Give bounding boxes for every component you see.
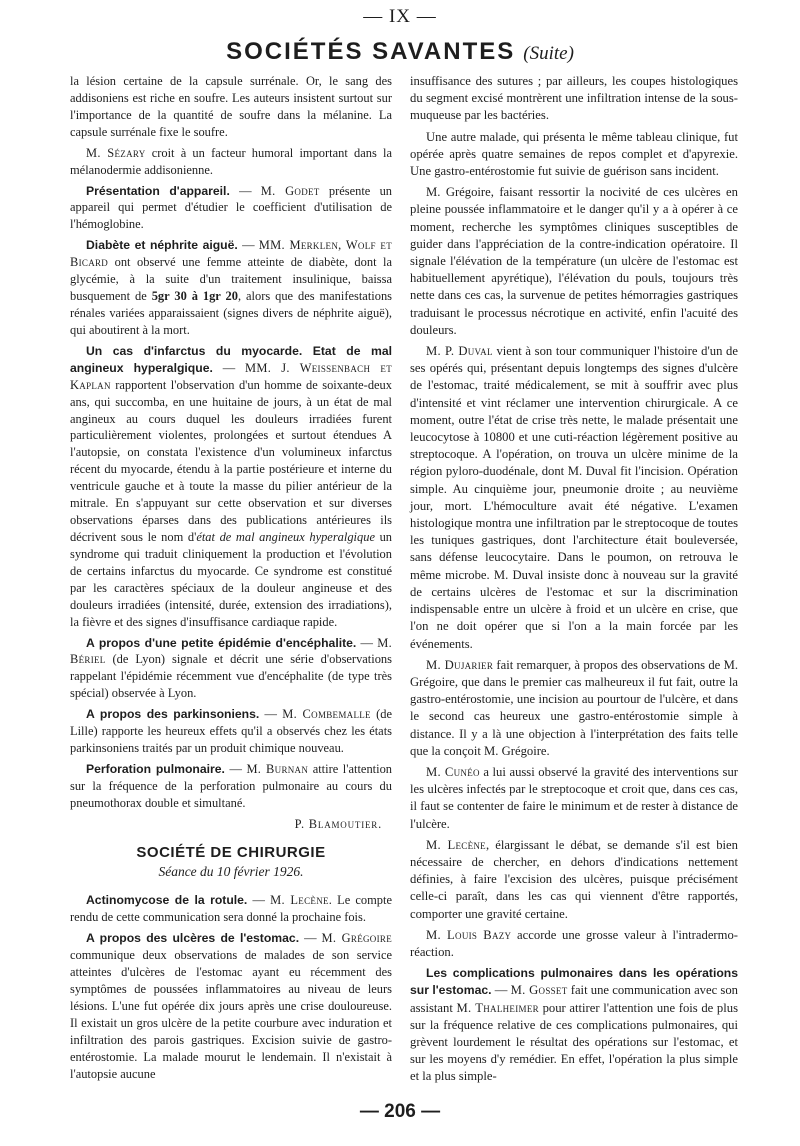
author-name: M. Bériel [70, 635, 392, 667]
paragraph: insuffisance des sutures ; par ailleurs, les coupes histologiques du segment excisé montrèrent une infiltration intense de la sous-muqueuse par les bactéries. [410, 74, 738, 123]
section-heading: A propos des ulcères de l'estomac. [86, 931, 300, 946]
section-heading: A propos des parkinsoniens. [86, 707, 260, 722]
paragraph: M. P. Duval vient à son tour communiquer l'histoire d'un de ses opérés qui, présentant depuis longtemps des signes d'ulcère de l'estomac, traité médicalement, se mit à souffrir avec plus d'intensité et vint réclamer une intervention chirurgicale. A ce moment, outre l'état de crise très nette, le malade présentait une leucocytose à 10800 et une cuti-réaction légèrement positive au streptocoque. A l'opération, on trouva un ulcère minime de la région pyloro-duodénale, dont M. Duval fit l'incision. Opération simple. Au cinquième jour, pneumonie droite ; au neuvième jour, mort. L'hémoculture avait été négative. L'examen histologique montra une infiltration par le streptocoque de toutes les tuniques gastriques, dont l'architecture était bouleversée, sans défense leucocytaire. Dans le poumon, on retrouva le même microbe. M. Duval insiste donc à nouveau sur la gravité de certains ulcères de l'estomac et sur la discrimination indispensable entre un ulcère à froid et un ulcère en crise, que l'on ne doit opérer que si l'on a la main forcée par les événements. [410, 344, 738, 651]
signature: P. Blamoutier. [294, 816, 382, 831]
author-name: M. Sézary [86, 145, 146, 160]
paragraph: M. Sézary croit à un facteur humoral important dans la mélanodermie addisonienne. [70, 145, 392, 177]
author-name: M. Grégoire [321, 931, 392, 946]
paragraph: M. Dujarier fait remarquer, à propos des observations de M. Grégoire, que dans le premier cas malheureux il fut fait, outre la gastro-entérostomie, une incision au pourtour de l'ulcère, et dans le second cas heureux une gastro-entérostomie simple à distance. Il y a là une objection à l'interprétation des faits telle que la conçoit M. Grégoire. [410, 657, 738, 758]
author-name: M. Dujarier [426, 657, 494, 672]
roman-folio: — IX — [363, 6, 437, 27]
section-heading: Diabète et néphrite aiguë. [86, 238, 238, 253]
author-name: M. Louis Bazy [426, 927, 512, 942]
author-name: M. Combemalle [282, 707, 371, 722]
running-title: SOCIÉTÉS SAVANTES [226, 38, 516, 65]
paragraph: A propos d'une petite épidémie d'encéphalite. — M. Bériel (de Lyon) signale et décrit une série d'observations rappelant l'épidémie récemment vue d'encéphalite (de type très spécial) observée à Lyon. [70, 635, 392, 701]
section-heading: Perforation pulmonaire. [86, 761, 225, 776]
paragraph: M. Grégoire, faisant ressortir la nocivité de ces ulcères en pleine poussée inflammatoire et le danger qu'il y a à opérer à ce moment, recherche les symptômes cliniques susceptibles de guider dans l'appréciation de la contre-indication opératoire. Il signale l'élévation de la température (un ulcère de l'estomac est habituellement apyrétique), l'élévation du pouls, toujours très nette dans ces cas, la survenue de petites hémorragies gastriques traduisant le processus nécrotique en activité, enfin l'acuité des douleurs. [410, 185, 738, 337]
paragraph: Une autre malade, qui présenta le même tableau clinique, fut opérée après quatre semaines de repos complet et d'apyrexie. Une gastro-entérostomie fut suivie de guérison sans incident. [410, 129, 738, 179]
paragraph: Présentation d'appareil. — M. Godet présente un appareil qui permet d'étudier le coefficient d'utilisation de l'hémoglobine. [70, 183, 393, 232]
running-header [0, 38, 800, 66]
author-name: M. Cunéo [426, 764, 480, 779]
left-column [70, 73, 392, 1087]
paragraph: Actinomycose de la rotule. — M. Lecène. Le compte rendu de cette communication sera donné la prochaine fois. [70, 893, 393, 925]
paragraph: M. Lecène, élargissant le débat, se demande s'il est bien nécessaire de chercher, en dehors d'indications nettement définies, à faire l'excision des ulcères, puisque précisément celle-ci paraît, dans les cas qui viennent d'être rapportés, comporter une gravité certaine. [410, 837, 738, 921]
author-name: M. Lecène [426, 837, 486, 852]
author-name: M. Thalheimer [456, 1000, 539, 1015]
author-name: M. Lecène [270, 893, 329, 908]
session-date: Séance du 10 février 1926. [158, 863, 304, 879]
section-heading: Les complications pulmonaires dans les opérations sur l'estomac. [410, 966, 738, 998]
section-heading: Actinomycose de la rotule. [86, 893, 248, 908]
paragraph: A propos des parkinsoniens. — M. Combemalle (de Lille) rapporte les heureux effets qu'il a observés chez les états parkinsoniens traités par un produit chimique nouveau. [70, 707, 392, 756]
author-name: M. Godet [260, 183, 320, 198]
author-name: MM. J. Weissenbach et Kaplan [70, 360, 393, 392]
author-name: M. Gosset [510, 983, 568, 998]
section-heading: Un cas d'infarctus du myocarde. Etat de mal angineux hyperalgique. [70, 343, 392, 375]
paragraph: A propos des ulcères de l'estomac. — M. Grégoire communique deux observations de malades de son service atteintes d'ulcères de l'estomac ayant eu récemment des symptômes de poussées inflammatoires au niveau de leurs lésions. L'une fut opérée dix jours après une crise douloureuse. Il existait un gros ulcère de la petite courbure avec induration et infiltration des parois gastriques. Excision suivie de gastro-entérostomie. La malade mourut le lendemain. Il n'existait à l'autopsie aucune [70, 931, 392, 1081]
paragraph: Un cas d'infarctus du myocarde. Etat de mal angineux hyperalgique. — MM. J. Weissenbach et Kaplan rapportent l'observation d'un homme de soixante-deux ans, qui succomba, en une huitaine de jours, à un état de mal angineux au cours duquel les douleurs irradiées furent particulièrement violentes, prolongées et surtout étendues A l'autopsie, on constata l'existence d'un volumineux infarctus récent du myocarde, étendu à la partie postérieure et interne du ventricule gauche et à toute la masse du pilier antérieur de la mitrale. En s'appuyant sur cette observation et sur diverses observations éparses dans des publications antérieures ils décrivent sous le nom d'état de mal angineux hyperalgique un syndrome qui traduit cliniquement la production et l'évolution de certains infarctus du myocarde. Ce syndrome est constitué par les caractères spéciaux de la douleur angineuse et des douleurs irradiées (intensité, durée, extension des irradiations), la fièvre et des signes d'insuffisance cardiaque rapide. [70, 343, 393, 629]
glycemia-values: 5gr 30 à 1gr 20 [151, 289, 238, 304]
author-name: M. Burnan [246, 761, 309, 776]
paragraph: M. Louis Bazy accorde une grosse valeur à l'intradermo-réaction. [410, 927, 738, 959]
section-heading: Présentation d'appareil. [86, 183, 230, 198]
italic-term: état de mal angineux hyperalgique [196, 529, 375, 544]
paragraph: Les complications pulmonaires dans les opérations sur l'estomac. — M. Gosset fait une communication avec son assistant M. Thalheimer pour attirer l'attention une fois de plus sur la fréquence relative de ces complications pulmonaires, qui grèvent lourdement le résultat des opérations sur l'estomac, et sur les moyens d'y remédier. En effet, l'opération la plus simple et la plus simple- [410, 966, 739, 1084]
page-number: — 206 — [359, 1101, 441, 1122]
section-heading: A propos d'une petite épidémie d'encéphalite. [86, 635, 357, 650]
paragraph: la lésion certaine de la capsule surrénale. Or, le sang des addisoniens est riche en soufre. Les auteurs insistent surtout sur l'importance de la quantité de soufre dans la mélanine. La capsule surrénale fixe le soufre. [70, 74, 392, 139]
paragraph: Perforation pulmonaire. — M. Burnan attire l'attention sur la fréquence de la perforation pulmonaire au cours du pneumothorax double et simultané. [70, 761, 393, 810]
paragraph: Diabète et néphrite aiguë. — MM. Merklen, Wolf et Bicard ont observé une femme atteinte de diabète, dont la glycémie, à la suite d'un traitement insulinique, baissa busquement de 5gr 30 à 1gr 20, alors que des manifestations rénales variées apparaissaient (signes divers de néphrite aiguë), qui aboutirent à la mort. [70, 238, 393, 337]
right-column [410, 73, 738, 1090]
author-name: M. P. Duval [426, 344, 493, 359]
section-title: SOCIÉTÉ DE CHIRURGIE [136, 843, 326, 861]
running-title-suite: (Suite) [523, 43, 574, 64]
author-name: MM. Merklen, Wolf et Bicard [70, 238, 392, 270]
paragraph: M. Cunéo a lui aussi observé la gravité des interventions sur les ulcères infectés par le streptocoque et croit que, dans ces cas, il faut se contenter de faire le minimum et de rester à distance de l'ulcère. [410, 764, 738, 831]
